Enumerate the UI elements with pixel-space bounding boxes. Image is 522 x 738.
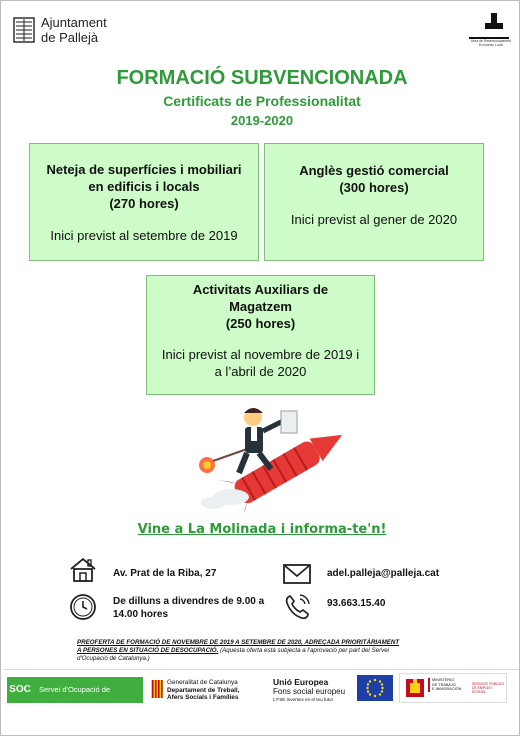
course-title: Activitats Auxiliars de <box>192 282 329 297</box>
course-start: Inici previst al novembre de 2019 i <box>161 347 360 362</box>
gen-line2: Departament de Treball, <box>167 686 240 694</box>
gen-line3: Afers Socials i Famílies <box>167 694 239 702</box>
adel-logo-text: Àrea de Desenvolupament Econòmic Local <box>470 39 512 47</box>
municipality-line2: de Pallejà <box>41 30 99 45</box>
notice-line3: d'Ocupació de Catalunya.) <box>77 654 150 662</box>
course-title: en edificis i locals <box>88 179 200 194</box>
ministry-line3: E INMIGRACIÓN <box>432 687 462 692</box>
course-title: Anglès gestió comercial <box>299 163 449 178</box>
course-start: Inici previst al gener de 2020 <box>290 212 458 227</box>
course-title: Magatzem <box>229 299 292 314</box>
notice-line2: A PERSONES EN SITUACIÓ DE DESOCUPACIÓ. <box>77 646 219 654</box>
page-subtitle: Certificats de Professionalitat <box>163 93 361 109</box>
eu-fund-logo <box>273 677 363 703</box>
hours-line1: De dilluns a divendres de 9.00 a <box>113 596 265 607</box>
notice-line1: PREOFERTA DE FORMACIÓ DE NOVEMBRE DE 2019 A SETEMBRE DE 2020, ADREÇADA PRIORITÀRIAMENT <box>77 639 400 646</box>
address-text: Av. Prat de la Riba, 27 <box>113 568 217 579</box>
envelope-icon <box>283 563 311 585</box>
generalitat-logo <box>167 679 271 702</box>
house-icon <box>69 557 97 583</box>
phone-text: 93.663.15.40 <box>327 598 386 609</box>
course-card-english <box>264 143 484 261</box>
ministry-line2: DE TRABAJO <box>432 682 456 687</box>
ministry-name <box>428 678 472 692</box>
spanish-ministry-logo <box>399 673 507 703</box>
clock-icon <box>69 593 97 621</box>
course-start: Inici previst al setembre de 2019 <box>50 228 238 243</box>
tower-icon <box>469 11 509 31</box>
notice-line2-rest: (Aquesta oferta està subjecta a l'aprovació per part del Servei <box>218 646 390 654</box>
adel-logo <box>469 11 513 47</box>
course-card-cleaning <box>29 143 259 261</box>
email-text: adel.palleja@palleja.cat <box>327 568 440 579</box>
coat-of-arms-icon <box>13 17 35 45</box>
soc-logo-name: Servei d'Ocupació de Catalunya <box>33 677 143 703</box>
eu-flag-icon <box>357 675 393 701</box>
ministry-line1: MINISTERIO <box>432 678 455 682</box>
phone-icon <box>283 593 311 621</box>
soc-logo-badge: SOC <box>7 677 33 703</box>
municipality-line1: Ajuntament <box>41 15 107 30</box>
course-hours: (270 hores) <box>109 196 179 211</box>
course-hours: (300 hores) <box>339 180 409 195</box>
course-hours: (250 hores) <box>225 316 296 331</box>
generalitat-flag-icon <box>151 680 163 698</box>
preoffer-notice <box>77 639 457 662</box>
slogan: Vine a La Molinada i informa-te'n! <box>137 522 387 537</box>
opening-hours <box>113 595 264 621</box>
course-start: a l’abril de 2020 <box>214 364 307 379</box>
ue-line1: Unió Europea <box>273 677 329 687</box>
sepe-name: SERVICIO PÚBLICO DE EMPLEO ESTATAL <box>472 682 504 695</box>
course-title: Neteja de superfícies i mobiliari <box>46 162 242 177</box>
hours-line2: 14.00 hores <box>113 609 169 620</box>
course-card-warehouse <box>146 275 375 395</box>
rocket-businessman-illustration <box>191 399 361 511</box>
ue-line3: L'FSE inverteix en el teu futur <box>273 697 334 702</box>
ue-line2: Fons social europeu <box>273 687 346 696</box>
gen-line1: Generalitat de Catalunya <box>167 679 238 686</box>
page-title: FORMACIÓ SUBVENCIONADA <box>116 67 408 89</box>
years-label: 2019-2020 <box>230 113 294 128</box>
spain-crest-icon <box>404 677 426 699</box>
